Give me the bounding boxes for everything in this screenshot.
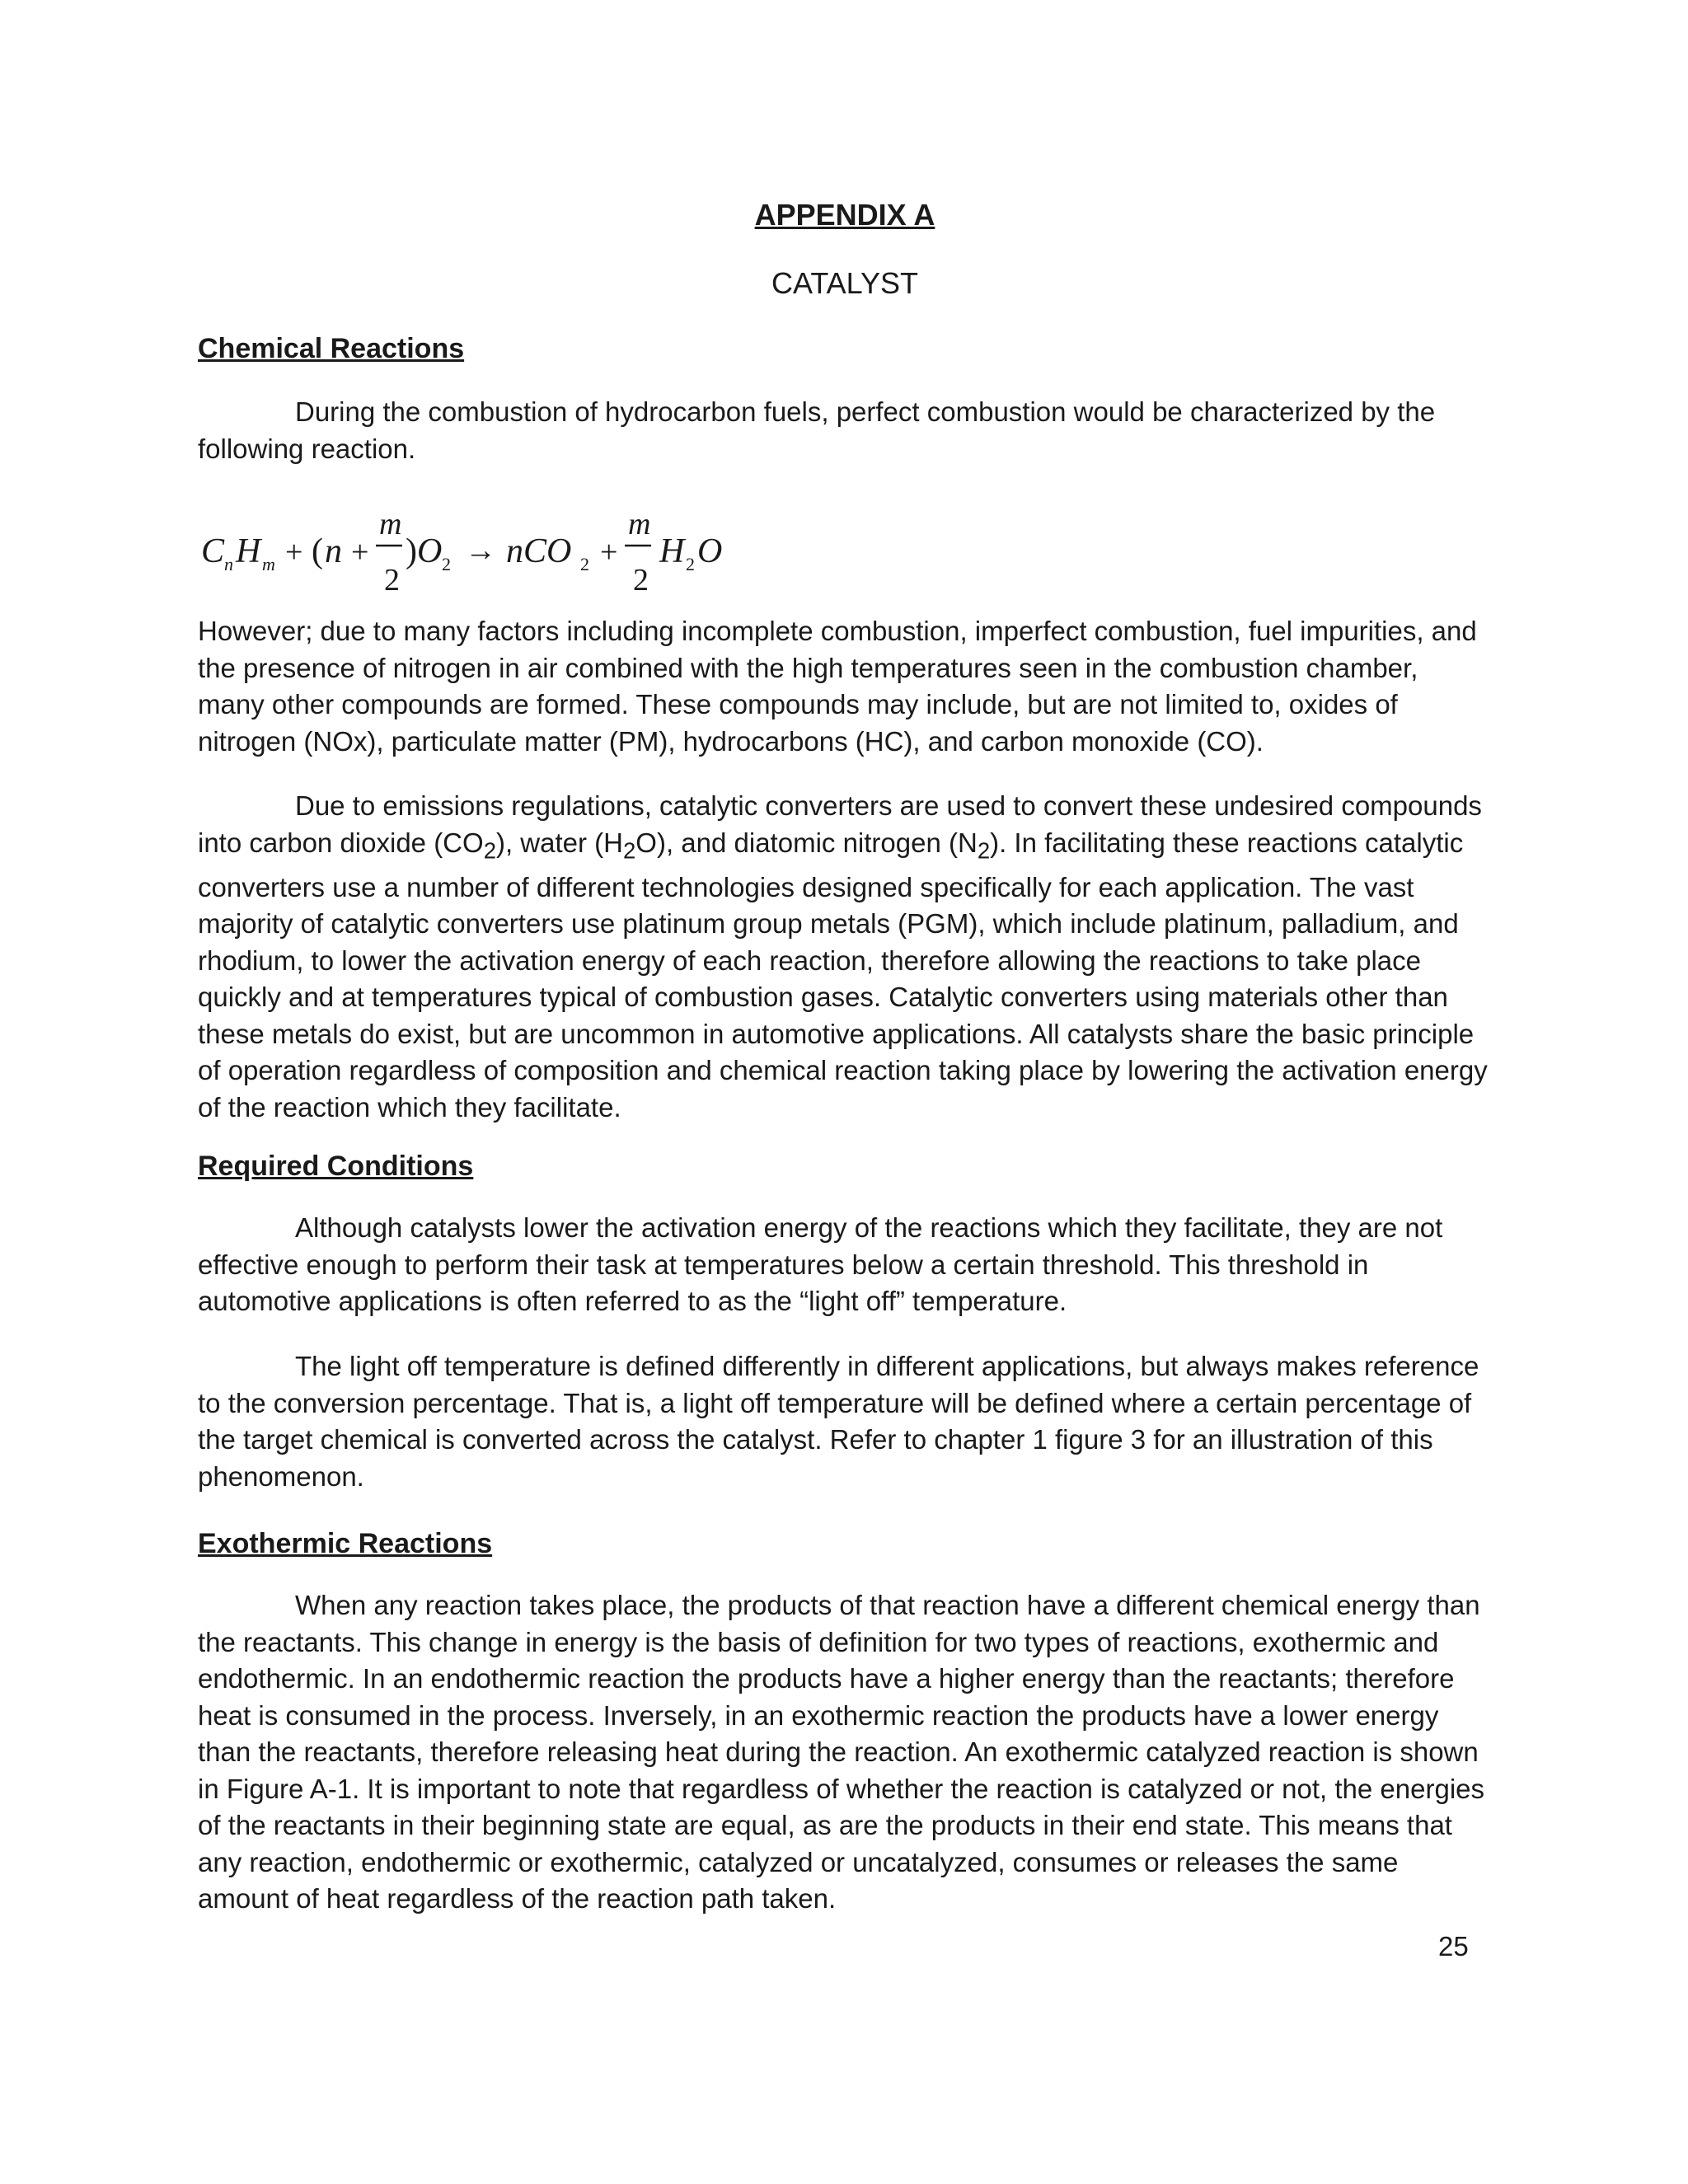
eq-o: O	[417, 532, 443, 570]
eq-arrow: →	[465, 533, 496, 568]
section-heading-chemical-reactions: Chemical Reactions	[198, 333, 465, 364]
eq-plus-3: +	[600, 535, 618, 569]
section-heading-exothermic-reactions: Exothermic Reactions	[198, 1528, 493, 1559]
eq-h: H	[236, 532, 261, 570]
eq-open-paren: (	[312, 532, 323, 570]
section-heading-required-conditions: Required Conditions	[198, 1151, 474, 1182]
eq-frac2-den: 2	[633, 563, 649, 597]
paragraph-exothermic-explanation: When any reaction takes place, the products of that reaction have a different chemical energy than the reactants. This change in energy is the basis of definition for two types of reactions, exothermic and endothermic. In an endothermic reaction the products have a higher energy than the reactants; therefore heat is consumed in the process. Inversely, in an exothermic reaction the products have a lower energy than the reactants, therefore releasing heat during the reaction. An exothermic catalyzed reaction is shown in Figure A-1. It is important to note that regardless of whether the reaction is catalyzed or not, the energies of the reactants in their beginning state are equal, as are the products in their end state. This means that any reaction, endothermic or exothermic, catalyzed or uncatalyzed, consumes or releases the same amount of heat regardless of the reaction path taken.	[198, 1590, 1485, 1914]
page-number: 25	[1438, 1931, 1469, 1961]
eq-n-sub: n	[224, 554, 233, 574]
eq-plus-2: +	[351, 535, 369, 569]
eq-n: n	[325, 532, 342, 570]
eq-h2: H	[659, 532, 685, 570]
eq-frac1-den: 2	[384, 563, 400, 597]
eq-nco: nCO	[506, 532, 572, 570]
eq-close-paren: )	[406, 532, 417, 570]
appendix-subtitle: CATALYST	[771, 266, 919, 300]
eq-o2: O	[697, 532, 723, 570]
eq-plus-1: +	[285, 535, 303, 569]
eq-h2-sub: 2	[686, 554, 695, 574]
combustion-equation	[198, 504, 791, 597]
paragraph-incomplete-combustion: However; due to many factors including incomplete combustion, imperfect combustion, fuel impurities, and the presence of nitrogen in air combined with the high temperatures seen in the combustion chamber, many other compounds are formed. These compounds may include, but are not limited to, oxides of nitrogen (NOx), particulate matter (PM), hydrocarbons (HC), and carbon monoxide (CO).	[198, 616, 1477, 757]
paragraph-emissions-regulations: Due to emissions regulations, catalytic converters are used to convert these undesired compounds into carbon dioxide $(CO_2)$, water $(H_2O)$, and diatomic nitrogen $(N_2)$. In facilitating these reactions catalytic converters use a number of different technologies designed specifically for each application. The vast majority of catalytic converters use platinum group metals (PGM), which include platinum, palladium, and rhodium, to lower the activation energy of each reaction, therefore allowing the reactions to take place quickly and at temperatures typical of combustion gases. Catalytic converters using materials other than these metals do exist, but are uncommon in automotive applications. All catalysts share the basic principle of operation regardless of composition and chemical reaction taking place by lowering the activation energy of the reaction which they facilitate.	[198, 790, 1488, 1122]
eq-o-sub: 2	[442, 554, 451, 574]
paragraph-light-off-threshold: Although catalysts lower the activation energy of the reactions which they facilitate, they are not effective enough to perform their task at temperatures below a certain threshold. This threshold in automotive applications is often referred to as the “light off” temperature.	[198, 1212, 1443, 1316]
eq-co-sub: 2	[580, 554, 589, 574]
appendix-title: APPENDIX A	[754, 198, 935, 232]
eq-frac2-num: m	[628, 507, 651, 541]
paragraph-light-off-definition: The light off temperature is defined differently in different applications, but always makes reference to the conversion percentage. That is, a light off temperature will be defined where a certain percentage of the target chemical is converted across the catalyst. Refer to chapter 1 figure 3 for an illustration of this phenomenon.	[198, 1351, 1479, 1492]
eq-m-sub: m	[262, 554, 275, 574]
eq-c: C	[201, 532, 225, 570]
paragraph-combustion-intro: During the combustion of hydrocarbon fuels, perfect combustion would be characterized by the following reaction.	[198, 396, 1436, 464]
eq-frac1-num: m	[379, 507, 402, 541]
